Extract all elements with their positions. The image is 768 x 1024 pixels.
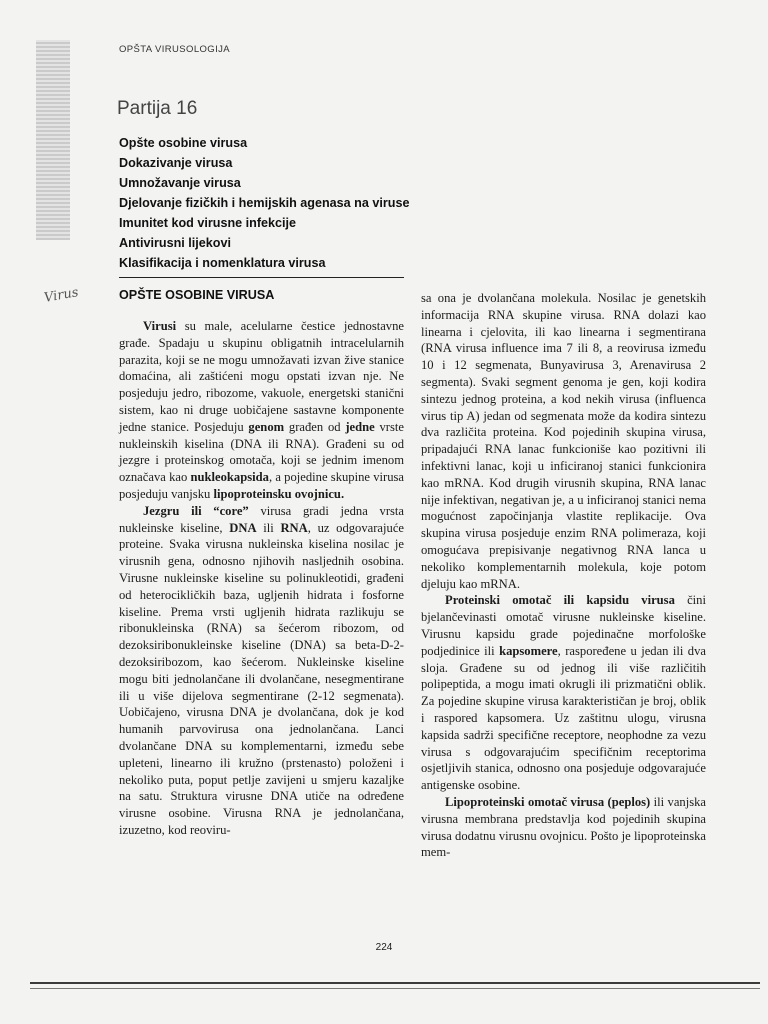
paragraph-capsid: Proteinski omotač ili kapsidu virusa čini bjelančevinasti omotač virusne nukleinske kiseline. Virusnu kapsidu grade pojedinačne morfološke podjedinice ili kapsomere, raspoređene u jedan ili dva sloja. Građene su od jednog ili više različitih polipeptida, a mogu imati okrugli ili prizmatični oblik. Za pojedine skupine virusa karakterističan je broj, oblik i raspored kapsomera. Uz zaštitnu ulogu, virusna kapsida sadrži specifične receptore, neophodne za vezu virusa s odgovarajućim specifičnim receptorima osjetljivih stanica, odnosno ona posjeduje odgovarajuće antigenske osobine. [421, 593, 706, 793]
topic-item: Antivirusni lijekovi [119, 236, 231, 250]
paragraph-envelope: Lipoproteinski omotač virusa (peplos) ili vanjska virusna membrana predstavlja kod pojedinih skupina virusa dodatnu virusnu ovojnicu. Pošto je lipoproteinska mem- [421, 794, 707, 860]
section-heading: OPŠTE OSOBINE VIRUSA [119, 288, 275, 302]
right-text-column [421, 290, 706, 861]
section-rule [119, 277, 404, 278]
page-number: 224 [375, 942, 393, 953]
topic-item: Imunitet kod virusne infekcije [119, 216, 297, 230]
paragraph-rna-continued: sa ona je dvolančana molekula. Nosilac je genetskih informacija RNA skupine virusa. RNA dolazi kao linearna i cjelovita, ili kao linearna i segmentirana (RNA virusa influence ima 7 ili 8, a reovirusa između 10 i 12 segmenata, Bunyavirusa 3, Arenavirusa 2 segmenta). Svaki segment genoma je gen, koji kodira sintezu jednog proteina, a kod nekih virusa (influenca virus tip A) jedan od segmenata može da kodira sintezu dva različita proteina. Kod pojedinih skupina virusa, pripadajući RNA lanac funkcioniše kao pozitivni ili infektivni lanac, koji u inficiranoj stanici funkcionira kao mRNA. Kod drugih virusnih skupina, RNA lanac nije infektivan, negativan je, a u inficiranoj stanici nema mogućnost započinjanja vlastite replikacije. Ova skupina virusa posjeduje enzim RNA polimeraza, koji omogućava prepisivanje negativnog RNA lanca u nekoliko komplementarnih molekula, koje potom djeluju kao mRNA. [421, 291, 706, 591]
topic-item: Opšte osobine virusa [119, 136, 248, 150]
topic-item: Klasifikacija i nomenklatura virusa [119, 256, 326, 270]
scan-bottom-edge-thin [30, 988, 760, 989]
paragraph-virus-core: Jezgru ili “core” virusa gradi jedna vrsta nukleinske kiseline, DNA ili RNA, uz odgovarajuće proteine. Svaka virusna nukleinska kiselina nosilac je virusnih gena, odnosno njihovih nasljednih osobina. Virusne nukleinske kiseline su polinukleotidi, građeni od heterocikličkih baza, ugljenih hidrata i fosforne kiseline. Prema vrsti ugljenih hidrata razlikuju se ribonukleinska (RNA) sa šećerom ribozom, od dezoksiribonukleinske kiseline (DNA) sa beta-D-2-dezoksiribozom, kao šećerom. Nukleinske kiseline mogu biti jednolančane ili dvolančane, nesegmentirane ili u više dijelova segmentirane (2-12 segmenata). Uobičajeno, virusna DNA je dvolančana, dok je kod humanih parvovirusa ona jednolančana. Lanci dvolančane DNA su komplementarni, između sebe upleteni, linearno ili kružno (prstenasto) položeni i nekoliko puta, poput petlje zavijeni u smjeru kazaljke na satu. Struktura virusne DNA utiče na određene virusne osobine. Virusna RNA je jednolančana, izuzetno, kod reoviru- [119, 503, 405, 837]
left-text-column [119, 318, 404, 839]
topic-list [119, 133, 409, 273]
topic-item: Djelovanje fizičkih i hemijskih agenasa na viruse [119, 196, 410, 210]
topic-item: Dokazivanje virusa [119, 156, 233, 170]
running-header: OPŠTA VIRUSOLOGIJA [119, 44, 231, 55]
scan-edge-shadow [36, 40, 70, 240]
page-title: Partija 16 [117, 98, 198, 119]
handwritten-margin-note: Virus [42, 285, 80, 306]
paragraph-virus-definition: Virusi su male, acelularne čestice jednostavne građe. Spadaju u skupinu obligatnih intracelularnih parazita, koji se ne mogu umnožavati izvan žive stanice domaćina, ali zaštićeni mogu opstati izvan nje. Ne posjeduju jedro, ribozome, vakuole, energetski stanični sistem, kao ni druge uobičajene sastavne komponente jedne stanice. Posjeduju genom građen od jedne vrste nukleinskih kiselina (DNA ili RNA). Građeni su od jezgre i proteinskog omotača, koji se jednim imenom označava kao nukleokapsida, a pojedine skupine virusa posjeduju vanjsku lipoproteinsku ovojnicu. [119, 319, 404, 501]
scan-bottom-edge [30, 982, 760, 984]
topic-item: Umnožavanje virusa [119, 176, 241, 190]
